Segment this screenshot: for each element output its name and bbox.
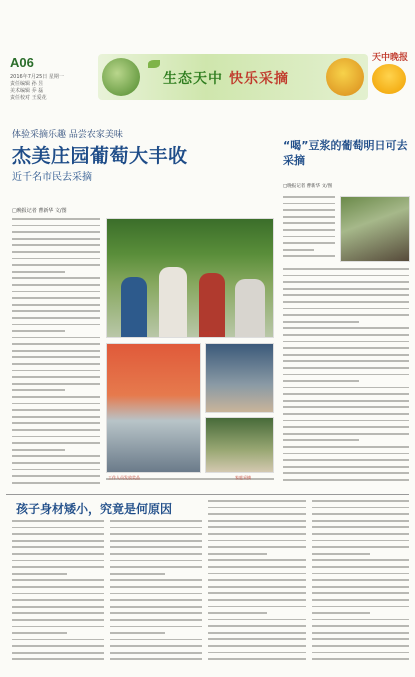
text-line <box>12 586 104 588</box>
text-line <box>283 433 409 435</box>
text-line <box>110 639 202 641</box>
text-line <box>208 573 306 575</box>
text-line <box>283 294 409 296</box>
text-line <box>312 652 409 654</box>
text-line <box>12 343 100 345</box>
text-line <box>208 507 306 509</box>
banner-title-part2: 快乐采摘 <box>229 71 289 87</box>
text-line <box>283 196 335 198</box>
text-line <box>283 413 409 415</box>
text-line <box>283 374 409 376</box>
photo2-caption: 工作人员发放奖品 <box>108 475 140 480</box>
text-line <box>12 429 100 431</box>
text-line <box>12 244 100 246</box>
page-number: A06 <box>10 55 34 70</box>
text-line <box>312 632 409 634</box>
grapes-image <box>102 58 140 96</box>
text-line <box>110 579 202 581</box>
text-line <box>12 258 100 260</box>
text-line <box>12 324 100 326</box>
text-line <box>312 619 409 621</box>
text-line <box>312 559 409 561</box>
text-line <box>208 579 306 581</box>
text-line <box>208 599 306 601</box>
text-line <box>283 308 409 310</box>
text-line <box>283 426 409 428</box>
text-line <box>110 586 202 588</box>
article-body-column-1 <box>12 218 100 490</box>
text-line <box>12 376 100 378</box>
text-line <box>208 612 267 614</box>
text-line <box>110 573 165 575</box>
text-line <box>110 599 202 601</box>
text-line <box>312 507 409 509</box>
text-line <box>12 317 100 319</box>
text-line <box>208 592 306 594</box>
photo4-caption: 家庭采摘 <box>235 475 251 480</box>
text-line <box>283 439 359 441</box>
text-line <box>12 475 100 477</box>
text-line <box>312 566 409 568</box>
text-line <box>283 327 409 329</box>
person-figure <box>159 267 187 337</box>
text-line <box>12 639 104 641</box>
text-line <box>208 500 306 502</box>
prize-photo <box>106 343 201 473</box>
text-line <box>12 652 104 654</box>
text-line <box>12 277 100 279</box>
text-line <box>312 606 409 608</box>
text-line <box>283 236 335 238</box>
text-line <box>110 652 202 654</box>
text-line <box>312 638 409 640</box>
text-line <box>283 255 335 257</box>
text-line <box>283 222 335 224</box>
text-line <box>12 356 100 358</box>
side-article-body-1 <box>283 196 335 262</box>
text-line <box>208 540 306 542</box>
text-line <box>12 645 104 647</box>
side-article-body-2 <box>283 268 409 490</box>
text-line <box>110 553 202 555</box>
text-line <box>208 632 306 634</box>
text-line <box>110 520 202 522</box>
text-line <box>12 442 100 444</box>
photo1-caption: 采摘葡萄 <box>200 331 216 336</box>
text-line <box>12 304 100 306</box>
text-line <box>110 619 202 621</box>
editor-credit: 责任编辑 孙 昱 <box>10 81 44 87</box>
text-line <box>12 612 104 614</box>
bottom-article-body-3 <box>208 500 306 670</box>
text-line <box>208 625 306 627</box>
text-line <box>12 619 104 621</box>
text-line <box>283 420 409 422</box>
text-line <box>283 387 409 389</box>
text-line <box>12 540 104 542</box>
article-subhead: 近千名市民去采摘 <box>12 172 92 183</box>
text-line <box>12 462 100 464</box>
text-line <box>312 520 409 522</box>
text-line <box>208 586 306 588</box>
text-line <box>283 472 409 474</box>
text-line <box>208 638 306 640</box>
text-line <box>12 291 100 293</box>
text-line <box>283 249 314 251</box>
text-line <box>208 652 306 654</box>
logo-sun-graphic <box>372 64 406 94</box>
text-line <box>283 380 359 382</box>
text-line <box>12 449 65 451</box>
section-divider <box>6 494 409 495</box>
text-line <box>12 218 100 220</box>
text-line <box>12 251 100 253</box>
text-line <box>312 645 409 647</box>
text-line <box>283 268 409 270</box>
text-line <box>12 297 100 299</box>
text-line <box>12 546 104 548</box>
text-line <box>208 658 306 660</box>
child-image <box>326 58 364 96</box>
text-line <box>312 526 409 528</box>
text-line <box>208 566 306 568</box>
text-line <box>12 337 100 339</box>
text-line <box>12 409 100 411</box>
text-line <box>12 606 104 608</box>
text-line <box>283 354 409 356</box>
text-line <box>283 275 409 277</box>
text-line <box>283 321 359 323</box>
text-line <box>312 579 409 581</box>
text-line <box>110 612 202 614</box>
text-line <box>283 400 409 402</box>
text-line <box>312 513 409 515</box>
text-line <box>12 579 104 581</box>
text-line <box>12 363 100 365</box>
text-line <box>283 479 409 481</box>
text-line <box>110 606 202 608</box>
text-line <box>283 203 335 205</box>
text-line <box>312 592 409 594</box>
text-line <box>12 520 104 522</box>
article-byline: □晚报记者 曹新华 文/图 <box>12 208 67 214</box>
text-line <box>12 533 104 535</box>
text-line <box>110 533 202 535</box>
text-line <box>283 301 409 303</box>
leaf-decoration <box>148 60 160 68</box>
text-line <box>12 330 65 332</box>
text-line <box>208 526 306 528</box>
text-line <box>208 533 306 535</box>
text-line <box>12 284 100 286</box>
text-line <box>12 310 100 312</box>
bottom-article-title: 孩子身材矮小，究竟是何原因 <box>16 502 173 516</box>
text-line <box>12 422 100 424</box>
text-line <box>12 238 100 240</box>
side-article-photo <box>340 196 410 262</box>
text-line <box>283 314 409 316</box>
text-line <box>12 573 67 575</box>
text-line <box>283 288 409 290</box>
text-line <box>312 500 409 502</box>
text-line <box>12 436 100 438</box>
text-line <box>283 446 409 448</box>
text-line <box>12 225 100 227</box>
text-line <box>208 619 306 621</box>
text-line <box>12 383 100 385</box>
text-line <box>12 370 100 372</box>
person-figure <box>235 279 265 337</box>
text-line <box>283 367 409 369</box>
side-article-byline: □晚报记者 曹新华 文/图 <box>283 184 333 189</box>
article-kicker: 体验采摘乐趣 品尝农家美味 <box>12 130 123 140</box>
text-line <box>283 209 335 211</box>
text-line <box>283 242 335 244</box>
text-line <box>12 527 104 529</box>
bottom-article-body-4 <box>312 500 409 670</box>
text-line <box>12 553 104 555</box>
text-line <box>12 403 100 405</box>
text-line <box>110 527 202 529</box>
text-line <box>12 566 104 568</box>
text-line <box>312 546 409 548</box>
text-line <box>283 459 409 461</box>
text-line <box>283 347 409 349</box>
banner-title-part1: 生态天中 <box>163 71 223 87</box>
text-line <box>283 334 409 336</box>
visitors-photo <box>205 343 274 413</box>
text-line <box>12 396 100 398</box>
text-line <box>312 612 370 614</box>
text-line <box>208 520 306 522</box>
text-line <box>12 264 100 266</box>
text-line <box>283 360 409 362</box>
text-line <box>110 593 202 595</box>
text-line <box>208 546 306 548</box>
text-line <box>208 553 267 555</box>
text-line <box>12 560 104 562</box>
text-line <box>283 341 409 343</box>
text-line <box>12 271 65 273</box>
designer-credit: 美术编辑 乔 磊 <box>10 88 44 94</box>
text-line <box>12 231 100 233</box>
text-line <box>283 453 409 455</box>
text-line <box>12 658 104 660</box>
text-line <box>110 645 202 647</box>
text-line <box>283 466 409 468</box>
text-line <box>312 533 409 535</box>
text-line <box>283 216 335 218</box>
text-line <box>283 393 409 395</box>
text-line <box>208 606 306 608</box>
text-line <box>110 658 202 660</box>
bottom-article-body-1 <box>12 520 104 670</box>
text-line <box>283 281 409 283</box>
text-line <box>110 566 202 568</box>
text-line <box>312 658 409 660</box>
banner-title <box>163 68 289 88</box>
text-line <box>110 540 202 542</box>
text-line <box>12 482 100 484</box>
grape-picking-photo <box>106 218 274 338</box>
article-headline: 杰美庄园葡萄大丰收 <box>12 145 188 167</box>
text-line <box>283 406 409 408</box>
text-line <box>110 632 165 634</box>
text-line <box>312 599 409 601</box>
text-line <box>312 553 370 555</box>
side-article-title: “喝”豆浆的葡萄明日可去采摘 <box>283 139 408 167</box>
text-line <box>110 546 202 548</box>
text-line <box>110 560 202 562</box>
text-line <box>12 389 65 391</box>
text-line <box>208 645 306 647</box>
publication-info <box>10 74 95 102</box>
text-line <box>208 513 306 515</box>
text-line <box>12 626 104 628</box>
text-line <box>312 625 409 627</box>
text-line <box>110 626 202 628</box>
text-line <box>312 573 409 575</box>
person-figure <box>121 277 147 337</box>
family-photo <box>205 417 274 473</box>
text-line <box>12 416 100 418</box>
text-line <box>12 455 100 457</box>
text-line <box>12 599 104 601</box>
text-line <box>208 559 306 561</box>
text-line <box>283 229 335 231</box>
text-line <box>12 350 100 352</box>
section-banner <box>98 54 368 100</box>
text-line <box>312 586 409 588</box>
person-figure <box>199 273 225 337</box>
bottom-article-body-2 <box>110 520 202 670</box>
proofreader-credit: 责任校对 王爱花 <box>10 95 47 101</box>
publish-date: 2016年7月25日 星期一 <box>10 74 64 80</box>
text-line <box>312 540 409 542</box>
newspaper-logo: 天中晚报 <box>372 53 409 63</box>
text-line <box>12 593 104 595</box>
text-line <box>12 632 67 634</box>
text-line <box>12 469 100 471</box>
